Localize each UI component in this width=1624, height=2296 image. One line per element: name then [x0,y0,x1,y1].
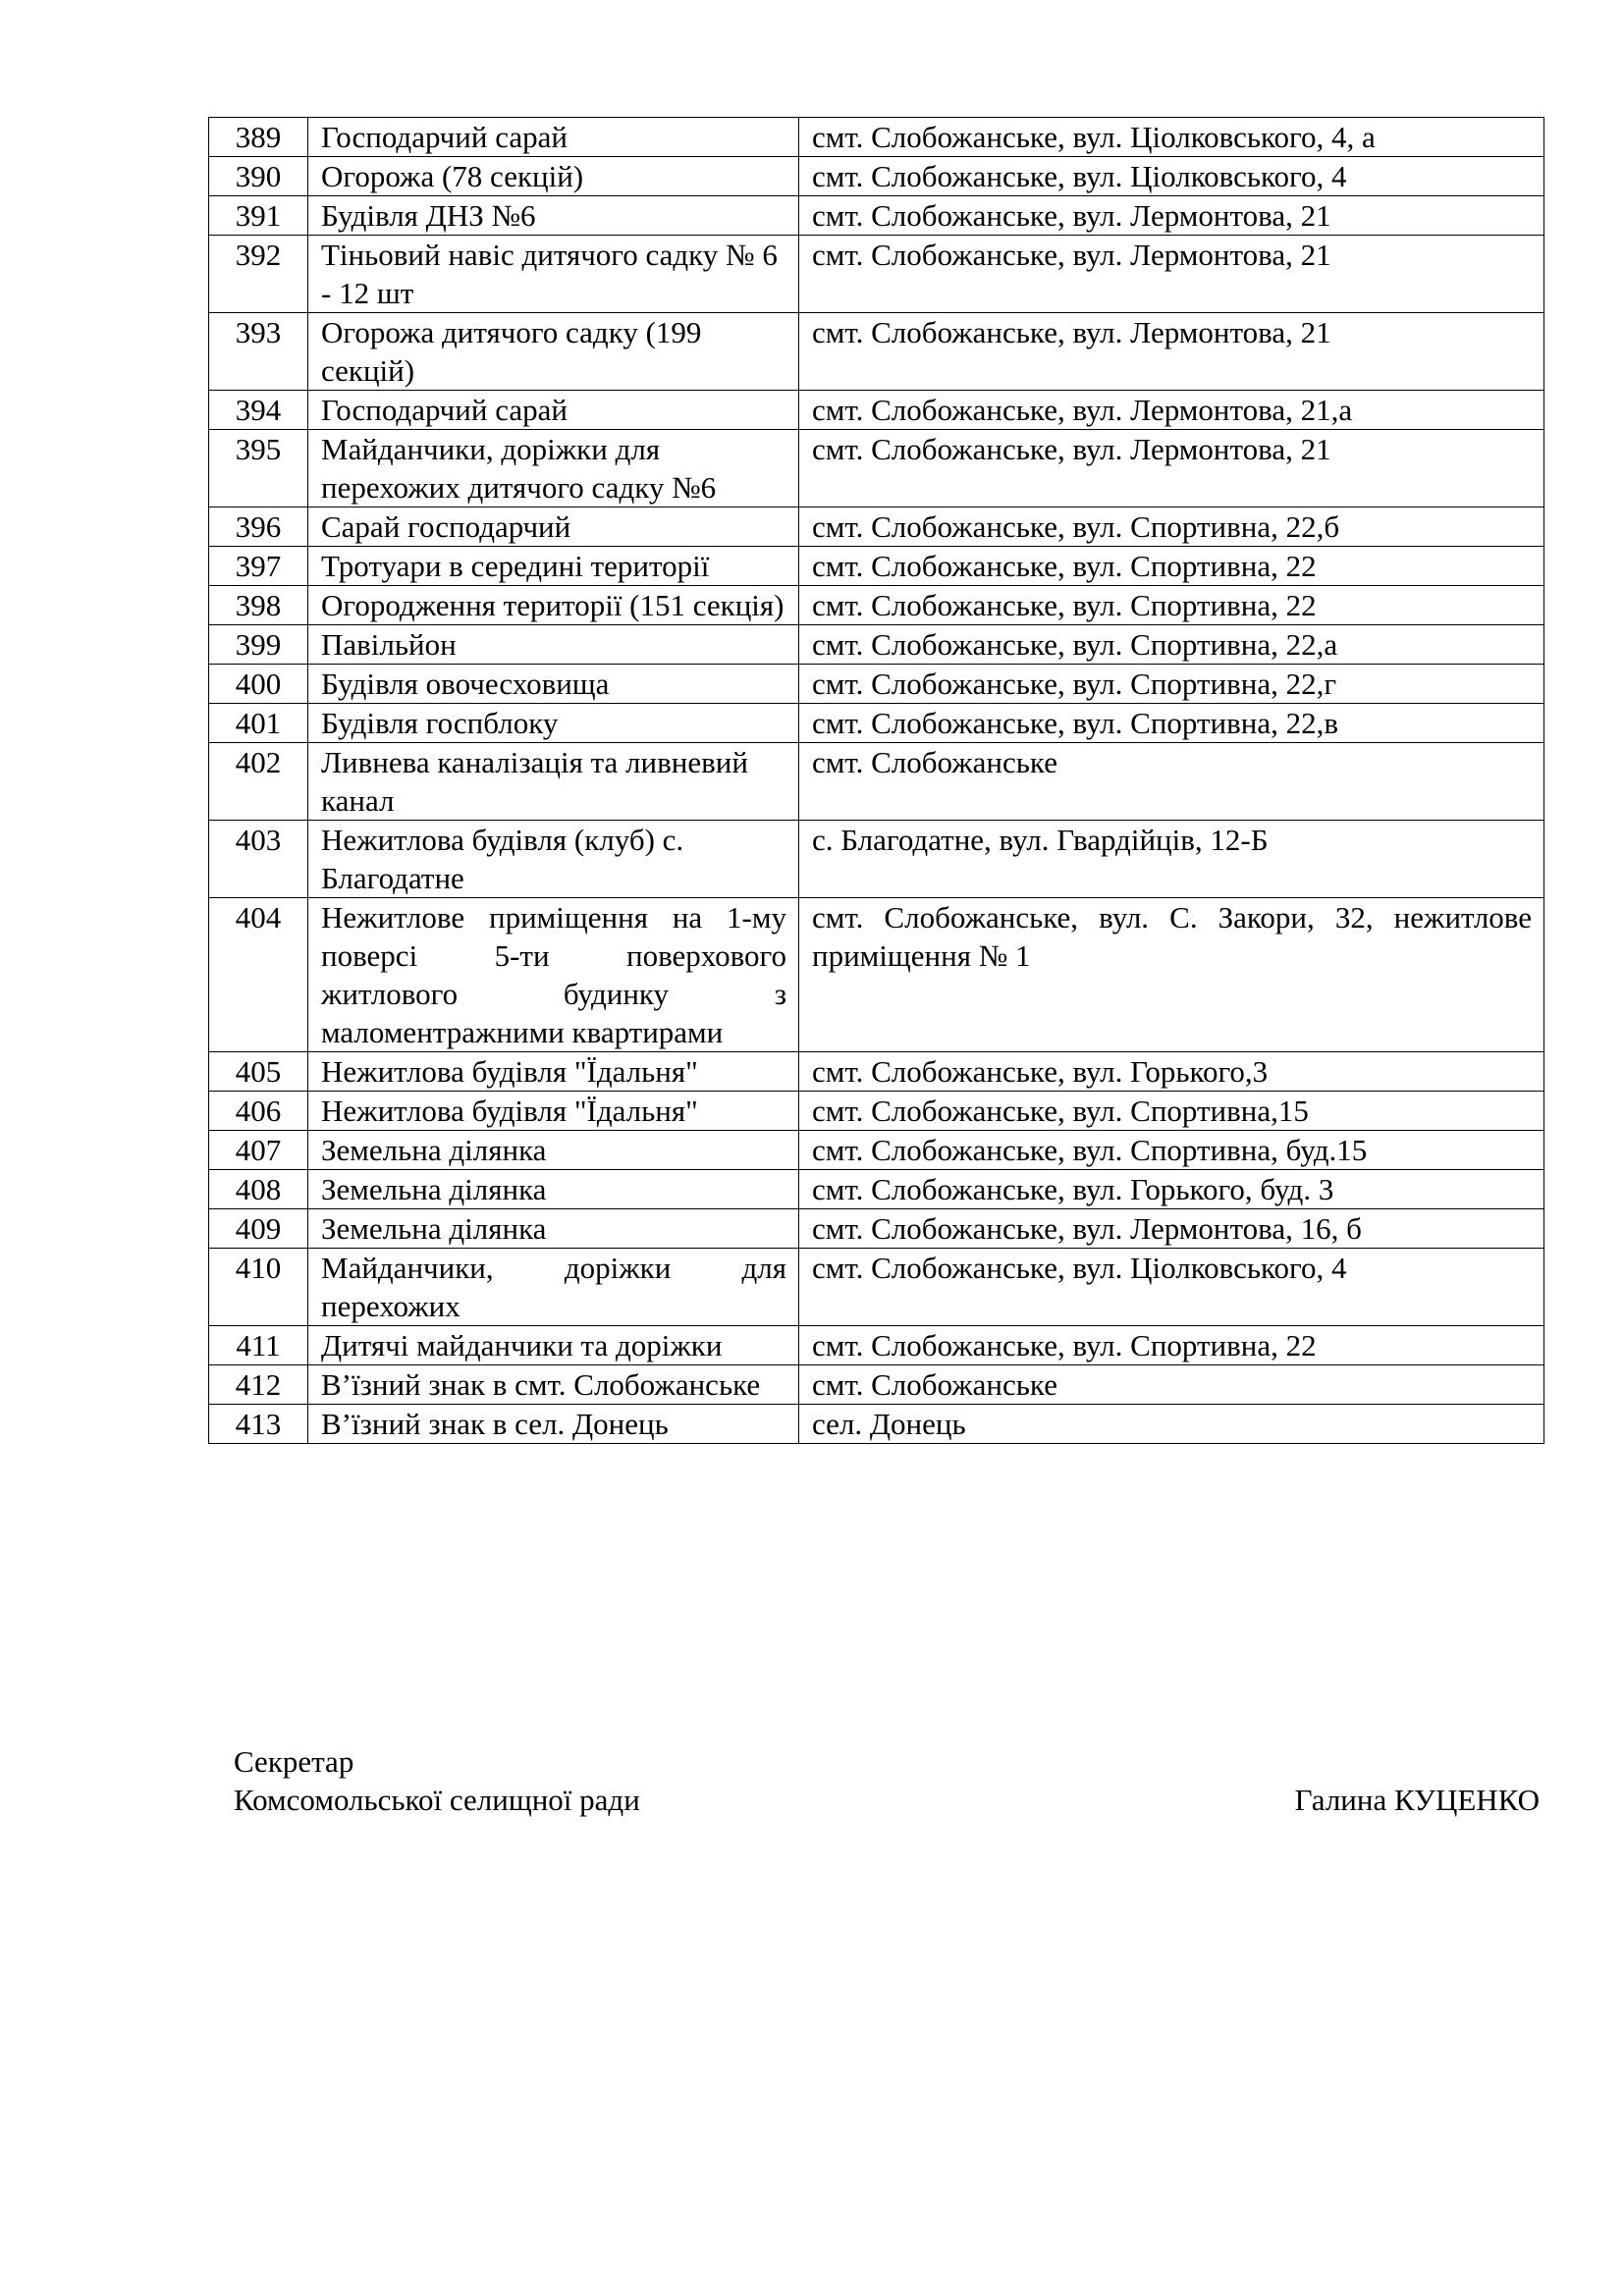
object-address: смт. Слобожанське, вул. Спортивна, 22,а [799,625,1544,665]
object-address: смт. Слобожанське, вул. С. Закори, 32, нежитлове приміщення № 1 [799,898,1544,1052]
object-address: смт. Слобожанське, вул. Горького,3 [799,1052,1544,1092]
object-address: смт. Слобожанське, вул. Ціолковського, 4 [799,157,1544,196]
object-address: смт. Слобожанське [799,743,1544,821]
signatory-position: Секретар [234,1744,354,1779]
table-row [209,898,1544,1052]
table-row [209,313,1544,391]
object-address: смт. Слобожанське, вул. Лермонтова, 21 [799,313,1544,391]
object-name: Сарай господарчий [308,507,799,547]
object-address: смт. Слобожанське, вул. Спортивна, 22,в [799,704,1544,743]
row-number: 393 [209,313,308,391]
signature-block [234,1742,1540,1819]
row-number: 404 [209,898,308,1052]
row-number: 411 [209,1326,308,1365]
row-number: 403 [209,821,308,898]
object-name: Огорожа дитячого садку (199 секцій) [308,313,799,391]
object-name: Нежитлова будівля (клуб) с. Благодатне [308,821,799,898]
row-number: 409 [209,1209,308,1249]
table-row [209,1365,1544,1405]
table-row [209,1052,1544,1092]
row-number: 396 [209,507,308,547]
row-number: 392 [209,236,308,313]
object-address: смт. Слобожанське, вул. Лермонтова, 21,а [799,391,1544,430]
object-name: Нежитлова будівля "Їдальня" [308,1092,799,1131]
object-address: смт. Слобожанське, вул. Горького, буд. 3 [799,1170,1544,1209]
row-number: 401 [209,704,308,743]
table-row [209,1209,1544,1249]
object-name: В’їзний знак в смт. Слобожанське [308,1365,799,1405]
object-name: Господарчий сарай [308,391,799,430]
object-name: Земельна ділянка [308,1131,799,1170]
object-name: Будівля ДНЗ №6 [308,196,799,236]
row-number: 407 [209,1131,308,1170]
row-number: 390 [209,157,308,196]
object-address: смт. Слобожанське, вул. Спортивна,15 [799,1092,1544,1131]
object-name: Майданчики, доріжки для перехожих [308,1249,799,1326]
row-number: 405 [209,1052,308,1092]
table-row [209,704,1544,743]
row-number: 398 [209,586,308,625]
object-address: сел. Донець [799,1405,1544,1444]
object-address: смт. Слобожанське, вул. Спортивна, 22 [799,1326,1544,1365]
table-row [209,1326,1544,1365]
table-row [209,391,1544,430]
object-address: смт. Слобожанське, вул. Спортивна, буд.15 [799,1131,1544,1170]
object-address: смт. Слобожанське, вул. Лермонтова, 21 [799,236,1544,313]
row-number: 406 [209,1092,308,1131]
signatory-name: Галина КУЦЕНКО [1294,1783,1540,1817]
row-number: 402 [209,743,308,821]
table-row [209,1405,1544,1444]
object-name: Огорожа (78 секцій) [308,157,799,196]
object-name: Земельна ділянка [308,1170,799,1209]
table-row [209,1249,1544,1326]
object-name: Огородження території (151 секція) [308,586,799,625]
object-name: Ливнева каналізація та ливневий канал [308,743,799,821]
row-number: 399 [209,625,308,665]
object-address: смт. Слобожанське [799,1365,1544,1405]
object-address: смт. Слобожанське, вул. Ціолковського, 4 [799,1249,1544,1326]
object-address: смт. Слобожанське, вул. Ціолковського, 4, а [799,118,1544,157]
row-number: 413 [209,1405,308,1444]
object-name: Тротуари в середині території [308,547,799,586]
table-row [209,118,1544,157]
property-table [208,117,1544,1444]
signature-line [234,1781,1540,1819]
object-name: Нежитлова будівля "Їдальня" [308,1052,799,1092]
table-row [209,1170,1544,1209]
row-number: 412 [209,1365,308,1405]
table-row [209,1092,1544,1131]
object-address: смт. Слобожанське, вул. Спортивна, 22,г [799,665,1544,704]
object-address: смт. Слобожанське, вул. Лермонтова, 16, б [799,1209,1544,1249]
object-address: смт. Слобожанське, вул. Спортивна, 22 [799,547,1544,586]
row-number: 400 [209,665,308,704]
object-name: Господарчий сарай [308,118,799,157]
council-name: Комсомольської селищної ради [234,1783,640,1817]
object-name: Земельна ділянка [308,1209,799,1249]
row-number: 394 [209,391,308,430]
table-row [209,625,1544,665]
table-row [209,157,1544,196]
object-name: В’їзний знак в сел. Донець [308,1405,799,1444]
object-address: смт. Слобожанське, вул. Лермонтова, 21 [799,430,1544,507]
object-address: смт. Слобожанське, вул. Спортивна, 22 [799,586,1544,625]
table-row [209,665,1544,704]
row-number: 395 [209,430,308,507]
table-row [209,586,1544,625]
table-row [209,1131,1544,1170]
row-number: 410 [209,1249,308,1326]
table-row [209,507,1544,547]
table-row [209,547,1544,586]
row-number: 408 [209,1170,308,1209]
object-name: Майданчики, доріжки для перехожих дитячого садку №6 [308,430,799,507]
object-name: Будівля овочесховища [308,665,799,704]
row-number: 397 [209,547,308,586]
row-number: 389 [209,118,308,157]
object-name: Дитячі майданчики та доріжки [308,1326,799,1365]
object-address: смт. Слобожанське, вул. Лермонтова, 21 [799,196,1544,236]
table-row [209,236,1544,313]
object-address: с. Благодатне, вул. Гвардійців, 12-Б [799,821,1544,898]
table-row [209,196,1544,236]
table-row [209,430,1544,507]
object-address: смт. Слобожанське, вул. Спортивна, 22,б [799,507,1544,547]
object-name: Будівля госпблоку [308,704,799,743]
table-row [209,743,1544,821]
row-number: 391 [209,196,308,236]
object-name: Нежитлове приміщення на 1-му поверсі 5-ти поверхового житлового будинку з маломентражними квартирами [308,898,799,1052]
object-name: Тіньовий навіс дитячого садку № 6 - 12 шт [308,236,799,313]
object-name: Павільйон [308,625,799,665]
table-row [209,821,1544,898]
